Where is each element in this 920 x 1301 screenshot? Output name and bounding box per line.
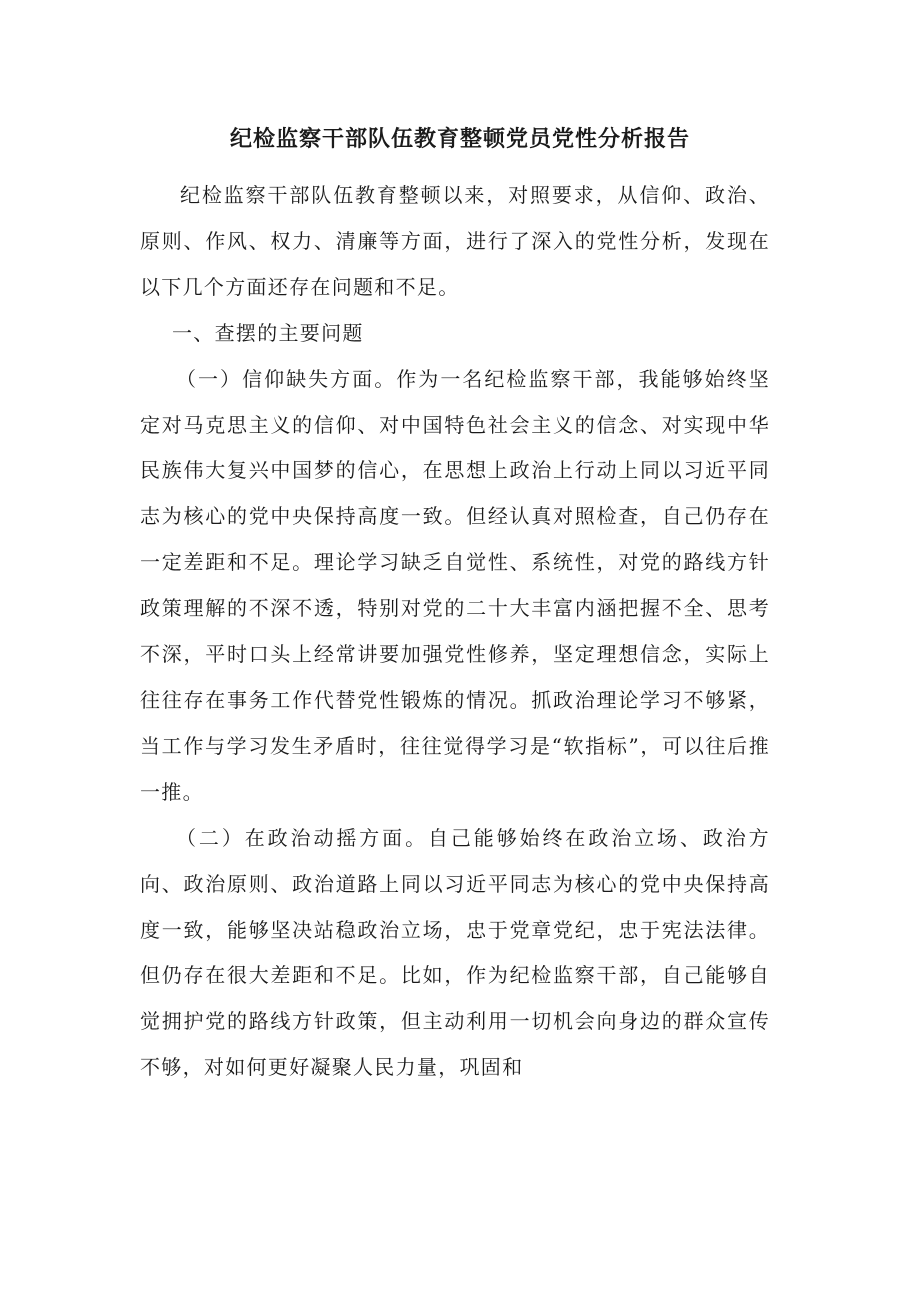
section-heading: 一、查摆的主要问题 (172, 320, 364, 345)
document-body (140, 173, 770, 1091)
document-title: 纪检监察干部队伍教育整顿党员党性分析报告 (229, 127, 690, 152)
intro-paragraph: 纪检监察干部队伍教育整顿以来，对照要求，从信仰、政治、原则、作风、权力、清廉等方面，进行了深入的党性分析，发现在以下几个方面还存在问题和不足。 (140, 183, 770, 299)
paragraph-belief: （一）信仰缺失方面。作为一名纪检监察干部，我能够始终坚定对马克思主义的信仰、对中国特色社会主义的信念、对实现中华民族伟大复兴中国梦的信心，在思想上政治上行动上同以习近平同志为核心的党中央保持高度一致。但经认真对照检查，自己仍存在一定差距和不足。理论学习缺乏自觉性、系统性，对党的路线方针政策理解的不深不透，特别对党的二十大丰富内涵把握不全、思考不深，平时口头上经常讲要加强党性修养，坚定理想信念，实际上往往存在事务工作代替党性锻炼的情况。抓政治理论学习不够紧，当工作与学习发生矛盾时，往往觉得学习是“软指标”，可以往后推一推。 (140, 366, 770, 804)
paragraph-politics: （二）在政治动摇方面。自己能够始终在政治立场、政治方向、政治原则、政治道路上同以习近平同志为核心的党中央保持高度一致，能够坚决站稳政治立场，忠于党章党纪，忠于宪法法律。但仍存在很大差距和不足。比如，作为纪检监察干部，自己能够自觉拥护党的路线方针政策，但主动利用一切机会向身边的群众宣传不够，对如何更好凝聚人民力量，巩固和 (140, 825, 770, 1080)
